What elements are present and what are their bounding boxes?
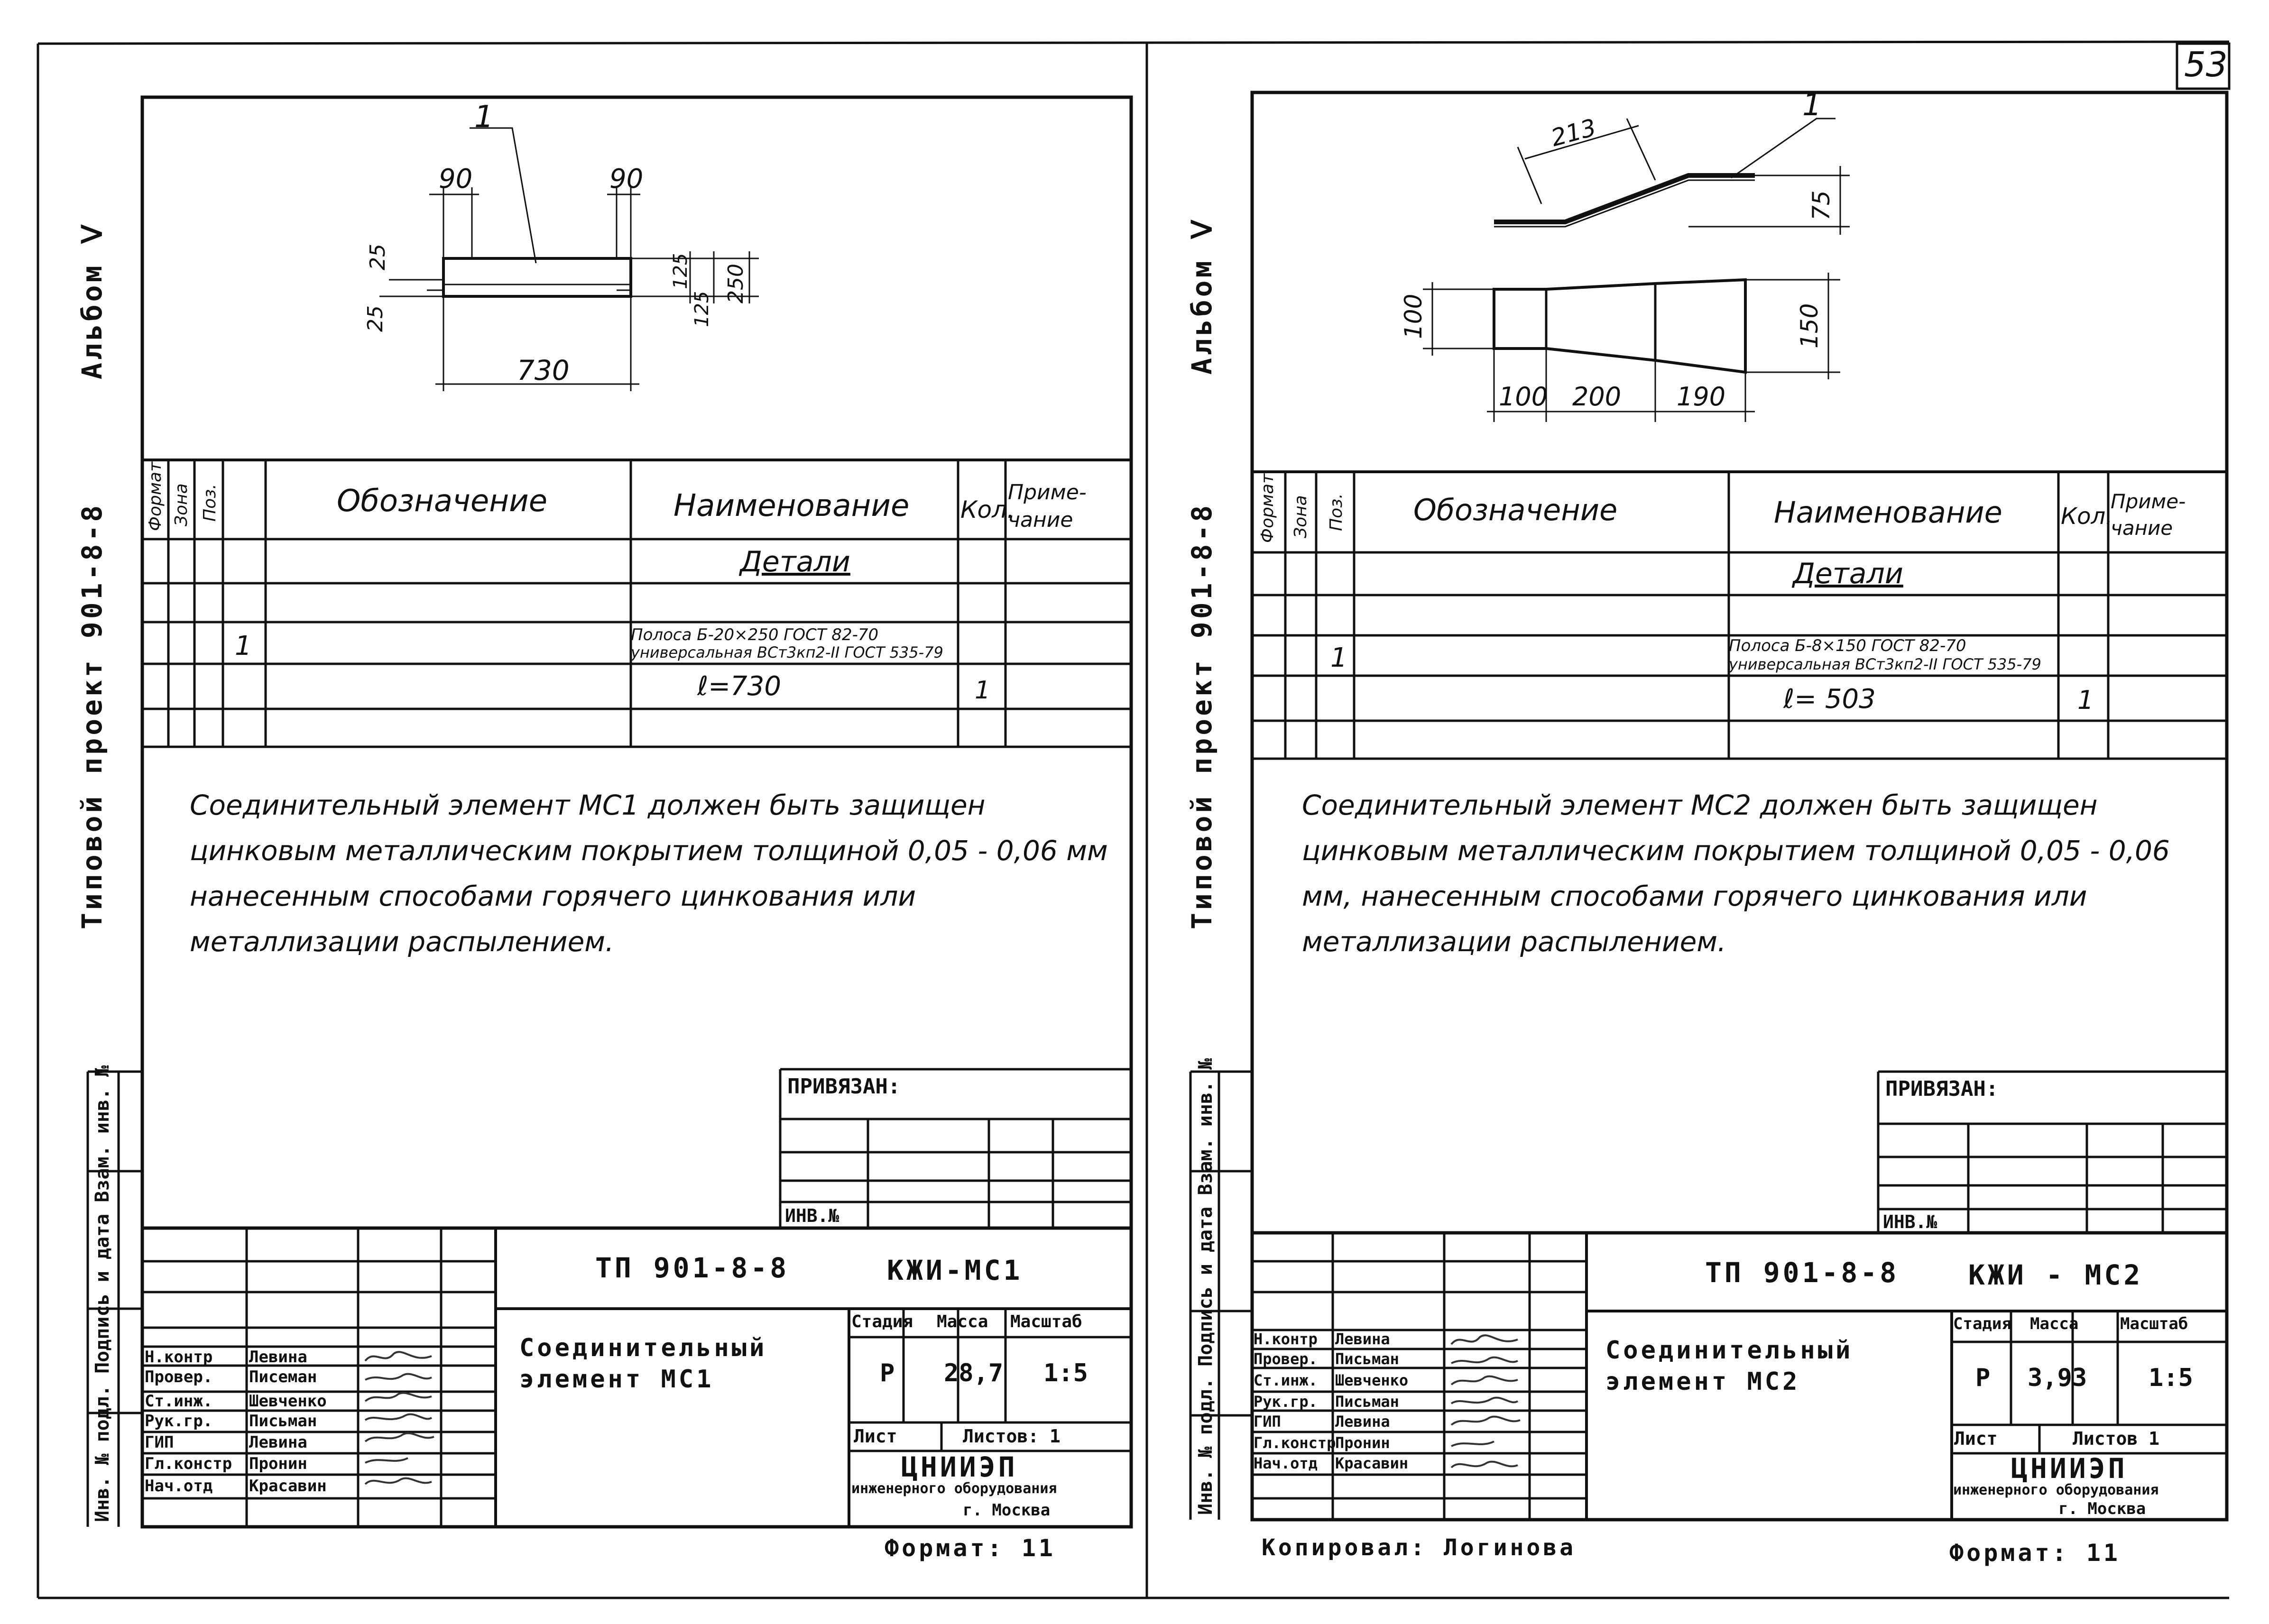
mass-value: 28,7 [944,1359,1004,1387]
mass-value: 3,93 [2028,1364,2087,1392]
signer-role: Н.контр [1254,1330,1318,1348]
signer-role: Н.контр [145,1348,213,1367]
scale-value: 1:5 [2149,1364,2193,1392]
coating-note: Соединительный элемент МС1 должен быть защищен цинковым металлическим покрытием толщиной 0,05 - 0,06 мм нанесенным способами горячего цинкования или металлизации распылением. [190,789,1108,958]
signature-marks [1447,1330,1527,1477]
signer-name: Красавин [1335,1454,1409,1472]
dim-left-a: 25 [363,305,387,332]
dim-right-total: 250 [724,264,748,303]
spec-header-zone: Зона [172,483,191,526]
org-city: г. Москва [2058,1499,2146,1518]
copied-by: Копировал: Логинова [1262,1534,1577,1561]
spec-header-pos: Поз. [200,484,220,522]
dim-length: 730 [517,354,570,386]
dim-w190: 190 [1677,382,1726,412]
spec-name-line1: Полоса Б-8×150 ГОСТ 82-70 [1729,636,1966,655]
side-project-label: Типовой проект 901-8-8 [76,502,108,929]
dim-rise: 75 [1808,190,1835,220]
dim-top-left: 90 [439,164,473,194]
signer-name: Пронин [249,1454,307,1473]
doc-code-left: ТП 901-8-8 [1705,1257,1900,1289]
dim-top-right: 90 [609,164,644,194]
signer-role: Гл.констр [145,1454,232,1473]
doc-code-left: ТП 901-8-8 [595,1252,790,1284]
spec-pos: 1 [235,631,252,661]
spec-header-designation: Обозначение [337,484,548,519]
org-name: ЦНИИЭП [2011,1452,2128,1485]
side-stamp-label: Инв. № подл. Подпись и дата Взам. инв. № [1195,1058,1217,1515]
spec-header-format: Формат [1258,473,1277,543]
dim-left-b: 25 [366,244,390,270]
spec-header-note: Приме-чание [1008,480,1087,532]
dim-w100: 100 [1499,382,1548,412]
signer-name: Левина [1335,1413,1390,1431]
item-title: Соединительный элемент МС1 [519,1334,767,1394]
format-label: Формат: 11 [1949,1539,2121,1567]
spec-header-designation: Обозначение [1413,493,1618,527]
signer-name: Шевченко [249,1392,327,1411]
signer-name: Письман [1335,1350,1399,1368]
org-name: ЦНИИЭП [901,1451,1018,1483]
signer-role: Рук.гр. [145,1412,213,1431]
spec-header-pos: Поз. [1327,493,1346,531]
dim-slope: 213 [1548,113,1599,152]
coating-note: Соединительный элемент МС2 должен быть защищен цинковым металлическим покрытием толщиной 0,05 - 0,06 мм, нанесенным способами горячего цинкования или металлизации распылением. [1302,789,2170,958]
sheet-label: Лист [1954,1428,1998,1449]
org-city: г. Москва [963,1501,1051,1520]
signer-role: ГИП [145,1433,174,1452]
format-label: Формат: 11 [885,1534,1056,1562]
stage-label: Стадия [851,1312,913,1331]
signer-role: Ст.инж. [145,1392,213,1411]
signer-role: Провер. [145,1367,213,1386]
section-title: Детали [1793,557,1903,590]
spec-name-line2: универсальная ВСт3кп2-II ГОСТ 535-79 [631,643,943,661]
page-number: 53 [2184,45,2228,84]
sheets-count: Листов 1 [2073,1428,2160,1449]
signer-role: Нач.отд [145,1477,213,1496]
spec-header-format: Формат [146,461,165,531]
spec-qty: 1 [975,676,991,705]
signer-name: Красавин [249,1477,327,1496]
mass-label: Масса [2030,1314,2079,1333]
privyazan-label: ПРИВЯЗАН: [787,1074,901,1099]
signer-role: ГИП [1254,1413,1281,1431]
spec-name-line2: универсальная ВСт3кп2-II ГОСТ 535-79 [1729,655,2041,673]
side-stamp-label: Инв. № подл. Подпись и дата Взам. инв. № [92,1065,113,1522]
scale-value: 1:5 [1043,1359,1088,1387]
spec-header-zone: Зона [1291,495,1310,538]
spec-pos: 1 [1330,642,1347,673]
sheet-label: Лист [854,1426,897,1447]
dim-h150: 150 [1796,303,1823,349]
signer-role: Ст.инж. [1254,1371,1318,1389]
spec-header-note: Приме-чание [2111,490,2186,540]
signer-role: Нач.отд [1254,1454,1318,1472]
inv-no-label: ИНВ.№ [785,1205,839,1226]
signer-name: Левина [1335,1330,1390,1348]
signer-role: Гл.констр [1254,1434,1336,1452]
sheets-count: Листов: 1 [963,1426,1061,1447]
signer-name: Левина [249,1433,307,1452]
callout-number: 1 [474,100,494,135]
doc-code-right: КЖИ-МС1 [887,1254,1023,1286]
spec-qty: 1 [2077,685,2094,715]
stage-value: Р [1975,1364,1991,1392]
stage-value: Р [880,1359,895,1387]
org-subtitle: инженерного оборудования [851,1480,1057,1497]
mass-label: Масса [937,1312,988,1331]
signer-role: Рук.гр. [1254,1393,1318,1411]
spec-length: ℓ= 503 [1783,684,1876,715]
spec-header-name: Наименование [1774,495,2002,530]
signer-name: Шевченко [1335,1371,1409,1389]
item-title: Соединительный элемент МС2 [1605,1336,1854,1396]
signer-role: Провер. [1254,1350,1318,1368]
signer-name: Писеман [249,1367,317,1386]
spec-name-line1: Полоса Б-20×250 ГОСТ 82-70 [631,625,879,644]
signer-name: Левина [249,1348,307,1367]
dim-right-b: 125 [691,291,713,327]
spec-length: ℓ=730 [697,671,781,702]
spec-header-name: Наименование [673,488,910,523]
dim-right-a: 125 [670,253,692,289]
side-project-label: Типовой проект 901-8-8 [1186,502,1218,929]
signer-name: Письман [1335,1393,1399,1411]
callout-number: 1 [1802,88,1822,123]
spec-header-qty: Кол. [960,496,1015,523]
doc-code-right: КЖИ - МС2 [1968,1259,2143,1291]
signature-marks [360,1347,441,1498]
privyazan-label: ПРИВЯЗАН: [1885,1077,1999,1101]
dim-h100: 100 [1400,294,1427,339]
spec-header-qty: Кол. [2061,503,2113,530]
scale-label: Масштаб [2120,1314,2188,1333]
signer-name: Пронин [1335,1434,1390,1452]
side-album-label: Альбом Ⅴ [1186,217,1218,375]
dim-w200: 200 [1572,382,1622,412]
side-album-label: Альбом Ⅴ [76,221,108,379]
section-title: Детали [740,545,850,578]
scale-label: Масштаб [1010,1312,1082,1331]
stage-label: Стадия [1953,1314,2011,1333]
signer-name: Письман [249,1412,317,1431]
inv-no-label: ИНВ.№ [1883,1211,1937,1232]
org-subtitle: инженерного оборудования [1953,1482,2159,1498]
